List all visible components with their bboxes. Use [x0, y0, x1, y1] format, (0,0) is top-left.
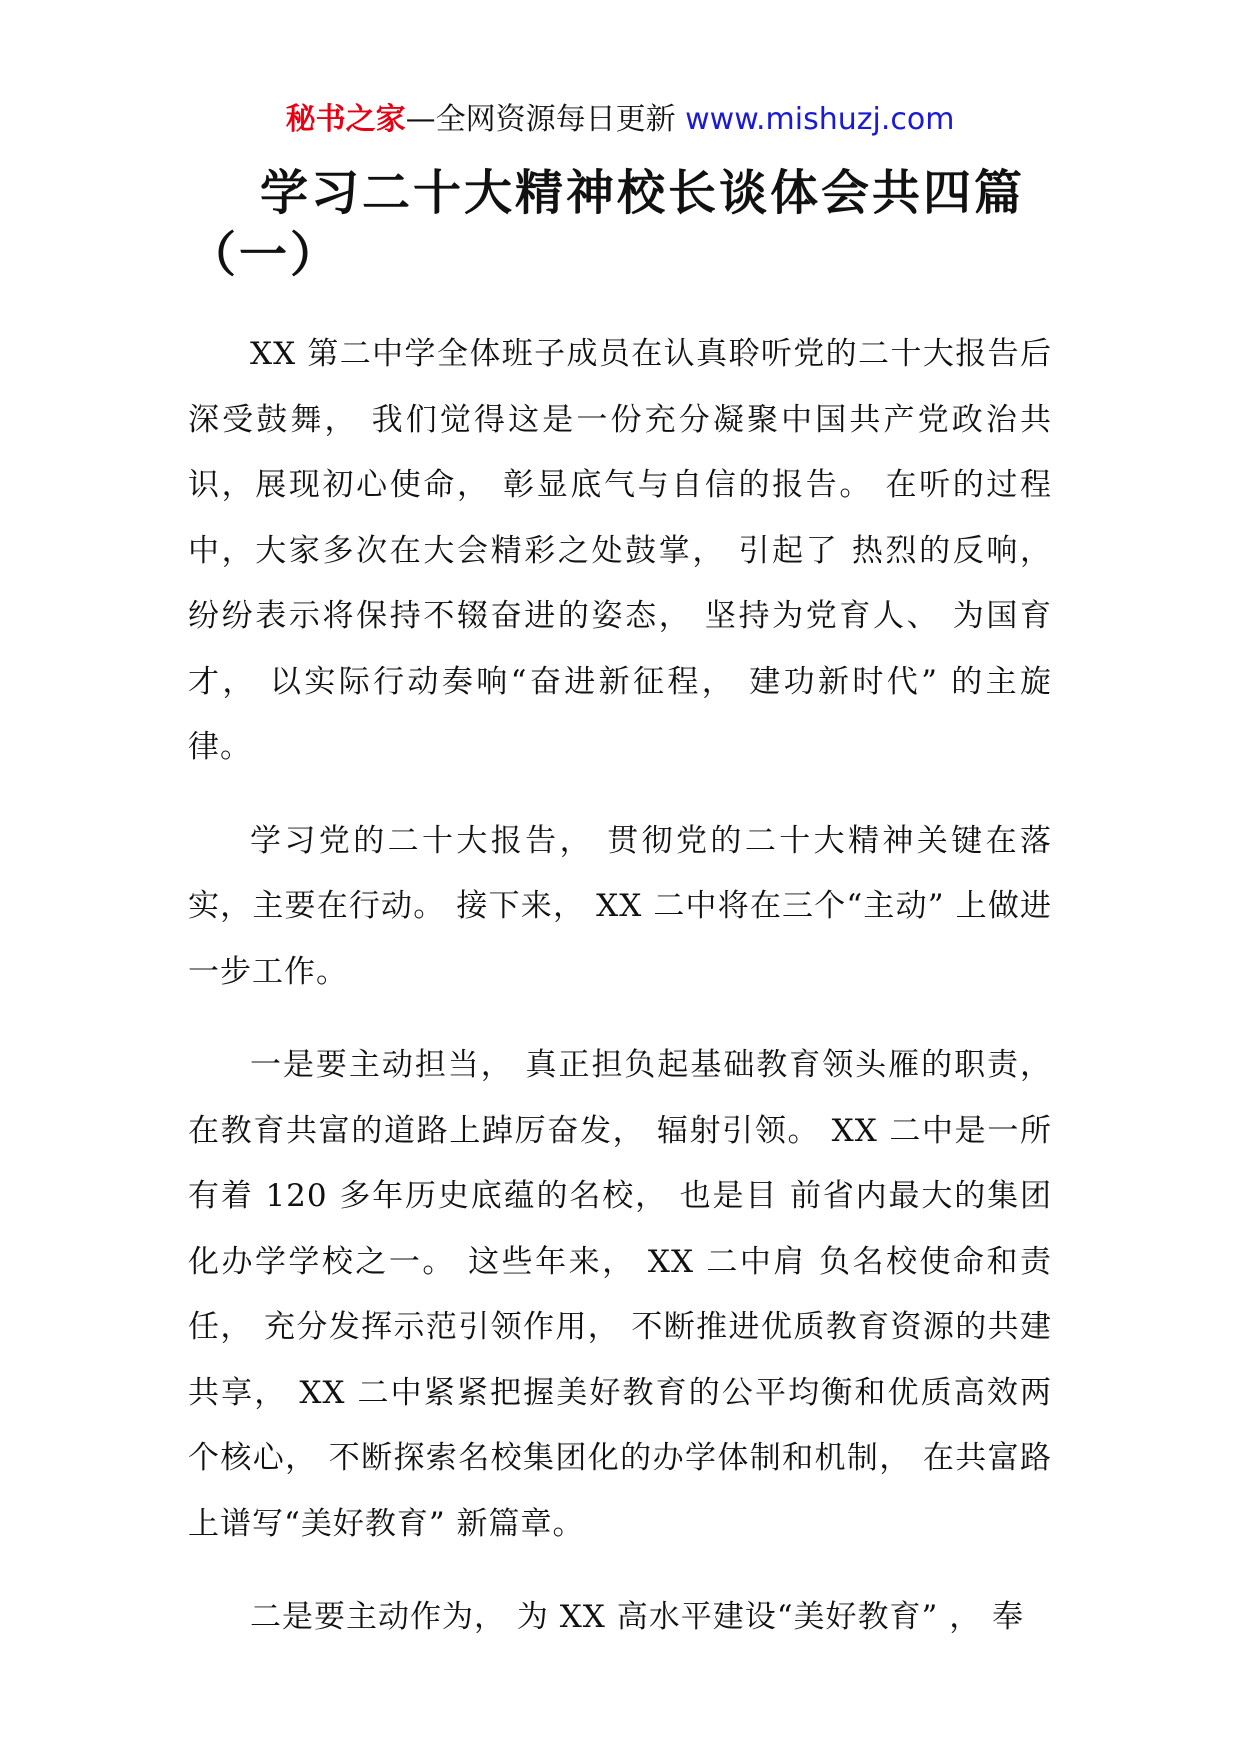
paragraph-1: XX 第二中学全体班子成员在认真聆听党的二十大报告后深受鼓舞， 我们觉得这是一份充分凝聚中国共产党政治共识，展现初心使命， 彰显底气与自信的报告。 在听的过程中，大家多次在大会精彩之处鼓掌， 引起了 热烈的反响， 纷纷表示将保持不辍奋进的姿态， 坚持为党育人、 为国育才， 以实际行动奏响“奋进新征程， 建功新时代” 的主旋律。: [188, 336, 1052, 765]
site-url-link[interactable]: www.mishuzj.com: [685, 102, 955, 137]
paragraph-3: 一是要主动担当， 真正担负起基础教育领头雁的职责，在教育共富的道路上踔厉奋发， 辐射引领。 XX 二中是一所有着 120 多年历史底蕴的名校， 也是目 前省内最大的集团化办学学校之一。 这些年来， XX 二中肩 负名校使命和责任， 充分发挥示范引领作用， 不断推进优质教育资源的共建共享， XX 二中紧紧把握美好教育的公平均衡和优质高效两个核心， 不断探索名校集团化的办学体制和机制， 在共富路上谱写“美好教育” 新篇章。: [188, 1047, 1052, 1542]
site-header: [0, 100, 1240, 140]
paragraph-2: 学习党的二十大报告， 贯彻党的二十大精神关键在落实，主要在行动。 接下来， XX 二中将在三个“主动” 上做进一步工作。: [188, 822, 1052, 990]
paragraph-4: 二是要主动作为， 为 XX 高水平建设“美好教育” ， 奉: [250, 1599, 1025, 1635]
site-slogan: —全网资源每日更新: [405, 102, 686, 137]
document-body: [188, 322, 1052, 1679]
brand-name: 秘书之家: [285, 102, 406, 137]
document-title: 学习二十大精神校长谈体会共四篇（一）: [188, 165, 1026, 283]
